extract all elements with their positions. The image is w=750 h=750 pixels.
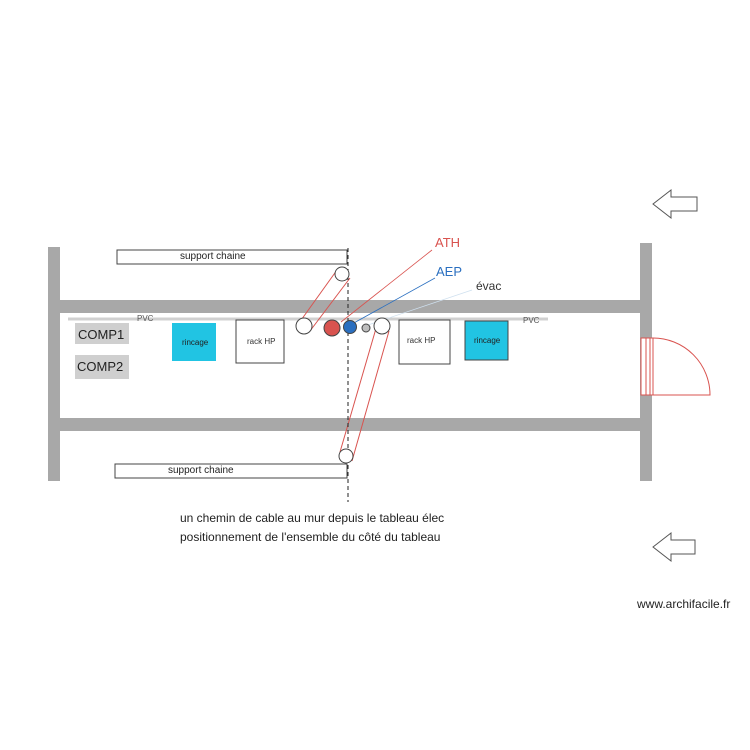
- chain-links: [299, 270, 389, 461]
- support-chaine-bottom-label: support chaine: [168, 465, 234, 476]
- ath-pipe: [324, 320, 340, 336]
- pulley-top: [335, 267, 349, 281]
- pulley-right: [374, 318, 390, 334]
- chain-link-line: [299, 270, 337, 323]
- wall-left: [48, 247, 60, 481]
- watermark: www.archifacile.fr: [637, 597, 731, 611]
- evac-pipe: [362, 324, 370, 332]
- wall-top: [60, 300, 640, 313]
- door-swing: [653, 338, 710, 395]
- ath-label: ATH: [435, 235, 461, 250]
- evac-label: évac: [476, 279, 502, 293]
- door: [641, 338, 710, 395]
- wall-bottom: [60, 418, 640, 431]
- pulley-left: [296, 318, 312, 334]
- comp1-label: COMP1: [78, 327, 125, 342]
- rincage-left-label: rincage: [182, 338, 209, 347]
- aep-label: AEP: [436, 264, 463, 279]
- pulley-bottom: [339, 449, 353, 463]
- note-line-1: un chemin de cable au mur depuis le tableau élec: [180, 511, 445, 525]
- note-line-2: positionnement de l'ensemble du côté du tableau: [180, 530, 441, 544]
- rack-hp-right-label: rack HP: [407, 336, 436, 345]
- pvc-label-right: PVC: [523, 316, 540, 325]
- support-chaine-top-label: support chaine: [180, 251, 246, 262]
- pvc-label-left: PVC: [137, 314, 154, 323]
- rincage-right-label: rincage: [474, 336, 501, 345]
- left-arrow-icon: [653, 190, 697, 218]
- door-frame: [641, 338, 653, 395]
- left-arrow-icon: [653, 533, 695, 561]
- chain-link-line: [340, 325, 377, 452]
- rack-hp-left-label: rack HP: [247, 337, 276, 346]
- chain-link-line: [352, 331, 389, 461]
- aep-pipe: [344, 321, 357, 334]
- comp2-label: COMP2: [77, 359, 124, 374]
